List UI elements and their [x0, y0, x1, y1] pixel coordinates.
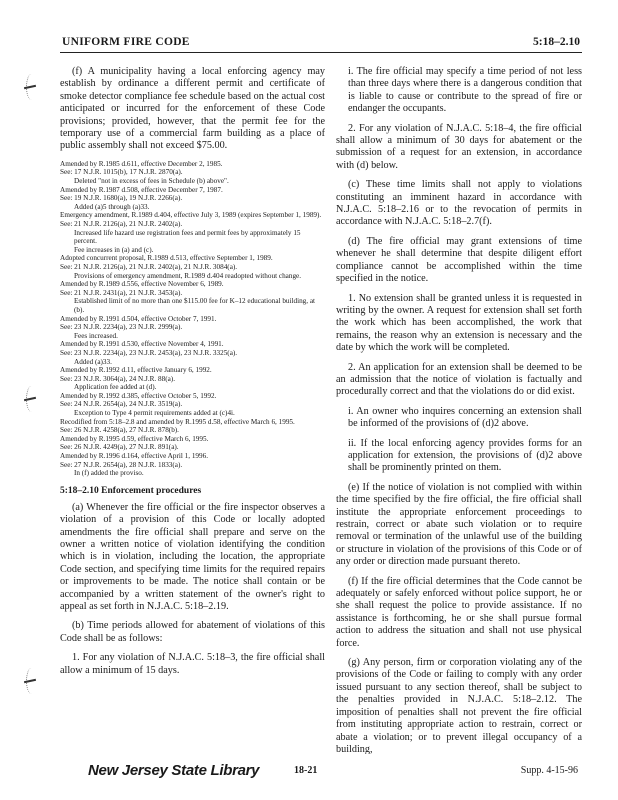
paragraph-e: (e) If the notice of violation is not complied with within the time specified by the fire official, the fire official shall institute the appropriate enforcement proceedings to restrain, correct or abate such violation or to require removal or termination of the unlawful use of the building or structure in violation of the provisions of this Code or of any order or direction made pursuant thereto.	[336, 481, 582, 568]
history-line: See: 21 N.J.R. 2126(a), 21 N.J.R. 2402(a).	[60, 220, 183, 228]
paragraph-b2: 2. For any violation of N.J.A.C. 5:18–4, the fire official shall allow a minimum of 30 days for abatement or the submission of a request for an extension, in accordance with (d) below.	[336, 122, 582, 171]
history-line: See: 19 N.J.R. 1680(a), 19 N.J.R. 2266(a).	[60, 194, 183, 203]
history-line: See: 23 N.J.R. 2234(a), 23 N.J.R. 2453(a), 23 N.J.R. 3325(a).	[60, 348, 238, 357]
history-line: Amended by R.1995 d.59, effective March 6, 1995.	[60, 434, 209, 443]
history-line: Amended by R.1989 d.556, effective November 6, 1989.	[60, 280, 224, 289]
history-line: See: 26 N.J.R. 4249(a), 27 N.J.R. 891(a).	[60, 443, 179, 452]
history-note: Exception to Type 4 permit requirements added at (c)4i.	[74, 409, 235, 418]
section-heading: 5:18–2.10 Enforcement procedures	[60, 485, 202, 496]
history-note: Deleted "not in excess of fees in Schedule (b) above".	[74, 177, 229, 186]
supplement-date: Supp. 4-15-96	[520, 765, 578, 776]
history-line: Amended by R.1992 d.11, effective January 6, 1992.	[60, 366, 212, 375]
history-line: See: 23 N.J.R. 2234(a), 23 N.J.R. 2999(a).	[60, 323, 183, 332]
history-line: See: 21 N.J.R. 2126(a), 21 N.J.R. 2402(a), 21 N.J.R. 3084(a).	[60, 262, 238, 271]
paragraph-c: (c) These time limits shall not apply to violations constituting an imminent hazard in accordance with N.J.A.C. 5:18–2.16 or to the revocation of permits in accordance with N.J.A.C. 5:18–2.7(f).	[336, 179, 582, 228]
header-rule	[60, 52, 582, 53]
paragraph-g-penalties: (g) Any person, firm or corporation violating any of the provisions of the Code or failing to comply with any order issued pursuant to any section thereof, shall be subject to the penalties provided in N.J.A.C. 5:18–2.12. The imposition of penalties shall not prevent the fire official from instituting appropriate action to restrain, correct or abate a violation; or to prevent illegal occupancy of a building,	[336, 657, 582, 754]
page-header-right: 5:18–2.10	[533, 36, 580, 48]
history-line: Recodified from 5:18–2.8 and amended by R.1995 d.58, effective March 6, 1995.	[60, 417, 295, 426]
page-number: 18-21	[294, 765, 318, 776]
history-line: Amended by R.1992 d.385, effective October 5, 1992.	[60, 391, 217, 400]
hole-punch-mark-bottom	[24, 668, 38, 694]
paragraph-d2-ii: ii. If the local enforcing agency provides forms for an application for extension, the provisions of (d)2 above shall be prominently printed on them.	[348, 437, 582, 474]
paragraph-d: (d) The fire official may grant extensions of time whenever he shall determine that despite diligent effort compliance cannot be accomplished within the time specified in the notice.	[336, 235, 582, 285]
paragraph-b1: 1. For any violation of N.J.A.C. 5:18–3, the fire official shall allow a minimum of 15 days.	[60, 652, 325, 676]
history-note: Added (a)5 through (a)33.	[74, 202, 150, 211]
paragraph-f-fee-schedule: (f) A municipality having a local enforcing agency may establish by ordinance a different permit and certificate of smoke detector compliance fee schedule based on the actual cost anticipated or incurred for the enforcement of these Code provisions; provided, however, that the permit fee for the temporary use of a commercial farm building as a place of public assembly shall not exceed $75.00.	[60, 66, 325, 152]
history-note: In (f) added the proviso.	[74, 469, 144, 478]
paragraph-b1-i: i. The fire official may specify a time period of not less than three days where there is a dangerous condition that is liable to cause or contribute to the spread of fire or endanger the occupants.	[348, 66, 582, 115]
left-column	[60, 66, 325, 754]
history-line: Amended by R.1991 d.504, effective October 7, 1991.	[60, 314, 217, 323]
library-stamp: New Jersey State Library	[88, 762, 260, 779]
history-line: See: 17 N.J.R. 1015(b), 17 N.J.R. 2870(a).	[60, 168, 183, 177]
page-header-left: UNIFORM FIRE CODE	[62, 36, 190, 48]
history-line: See: 24 N.J.R. 2654(a), 24 N.J.R. 3519(a).	[60, 400, 183, 409]
history-line: Adopted concurrent proposal, R.1989 d.513, effective September 1, 1989.	[60, 254, 273, 263]
paragraph-d2: 2. An application for an extension shall be deemed to be an admission that the notice of violation is factually and procedurally correct and that the violations do or did exist.	[336, 361, 582, 398]
right-column	[336, 66, 582, 754]
history-note: Increased life hazard use registration fees and permit fees by approximately 15 percent.	[74, 228, 301, 246]
history-line: See: 27 N.J.R. 2654(a), 28 N.J.R. 1833(a).	[60, 460, 183, 469]
history-line: See: 23 N.J.R. 3064(a), 24 N.J.R. 88(a).	[60, 374, 175, 383]
paragraph-d1: 1. No extension shall be granted unless it is requested in writing by the owner. A request for extension shall set forth the work which has been accomplished, the work that remains, the reason why an extension is necessary and the date by which the work will be completed.	[336, 292, 582, 354]
history-line: Amended by R.1991 d.530, effective November 4, 1991.	[60, 340, 224, 349]
history-note: Fee increases in (a) and (c).	[74, 245, 154, 254]
history-line: Amended by R.1996 d.164, effective April 1, 1996.	[60, 452, 208, 461]
history-line: Amended by R.1985 d.611, effective December 2, 1985.	[60, 159, 223, 168]
hole-punch-mark-top	[24, 74, 38, 100]
paragraph-b-time-periods: (b) Time periods allowed for abatement of violations of this Code shall be as follows:	[60, 620, 325, 644]
history-note: Provisions of emergency amendment, R.1989 d.404 readopted without change.	[74, 271, 302, 280]
history-line: Emergency amendment, R.1989 d.404, effective July 3, 1989 (expires September 1, 1989).	[60, 211, 322, 220]
history-note: Application fee added at (d).	[74, 383, 157, 392]
paragraph-f-police-support: (f) If the fire official determines that the Code cannot be adequately or safely enforced without police support, he or she shall request the police to provide assistance. If no assistance is forthcoming, he or she shall pursue formal action to address the situation and shall not use physical force.	[336, 575, 582, 649]
history-line: See: 21 N.J.R. 2431(a), 21 N.J.R. 3453(a).	[60, 288, 183, 297]
paragraph-a-notice-of-violation: (a) Whenever the fire official or the fire inspector observes a violation of a provision of this Code or locally adopted amendments the fire official shall prepare and serve on the owner a written notice of violation identifying the condition which is in violation, including the location, the appropriate Code section, and specifying time limits for the required repairs or improvements to be made. The notice shall contain or be accompanied by a written statement of the owner's right to appeal as set forth in N.J.A.C. 5:18–2.19.	[60, 501, 325, 613]
history-notes	[60, 160, 325, 478]
history-line: See: 26 N.J.R. 4258(a), 27 N.J.R. 878(b).	[60, 426, 179, 435]
history-note: Added (a)33.	[74, 357, 112, 366]
history-note: Established limit of no more than one $115.00 fee for K–12 educational building, at (b).	[74, 297, 316, 314]
history-note: Fees increased.	[74, 331, 118, 340]
hole-punch-mark-middle	[24, 386, 38, 412]
paragraph-d2-i: i. An owner who inquires concerning an extension shall be informed of the provisions of (d)2 above.	[348, 405, 582, 430]
history-line: Amended by R.1987 d.508, effective December 7, 1987.	[60, 185, 223, 194]
